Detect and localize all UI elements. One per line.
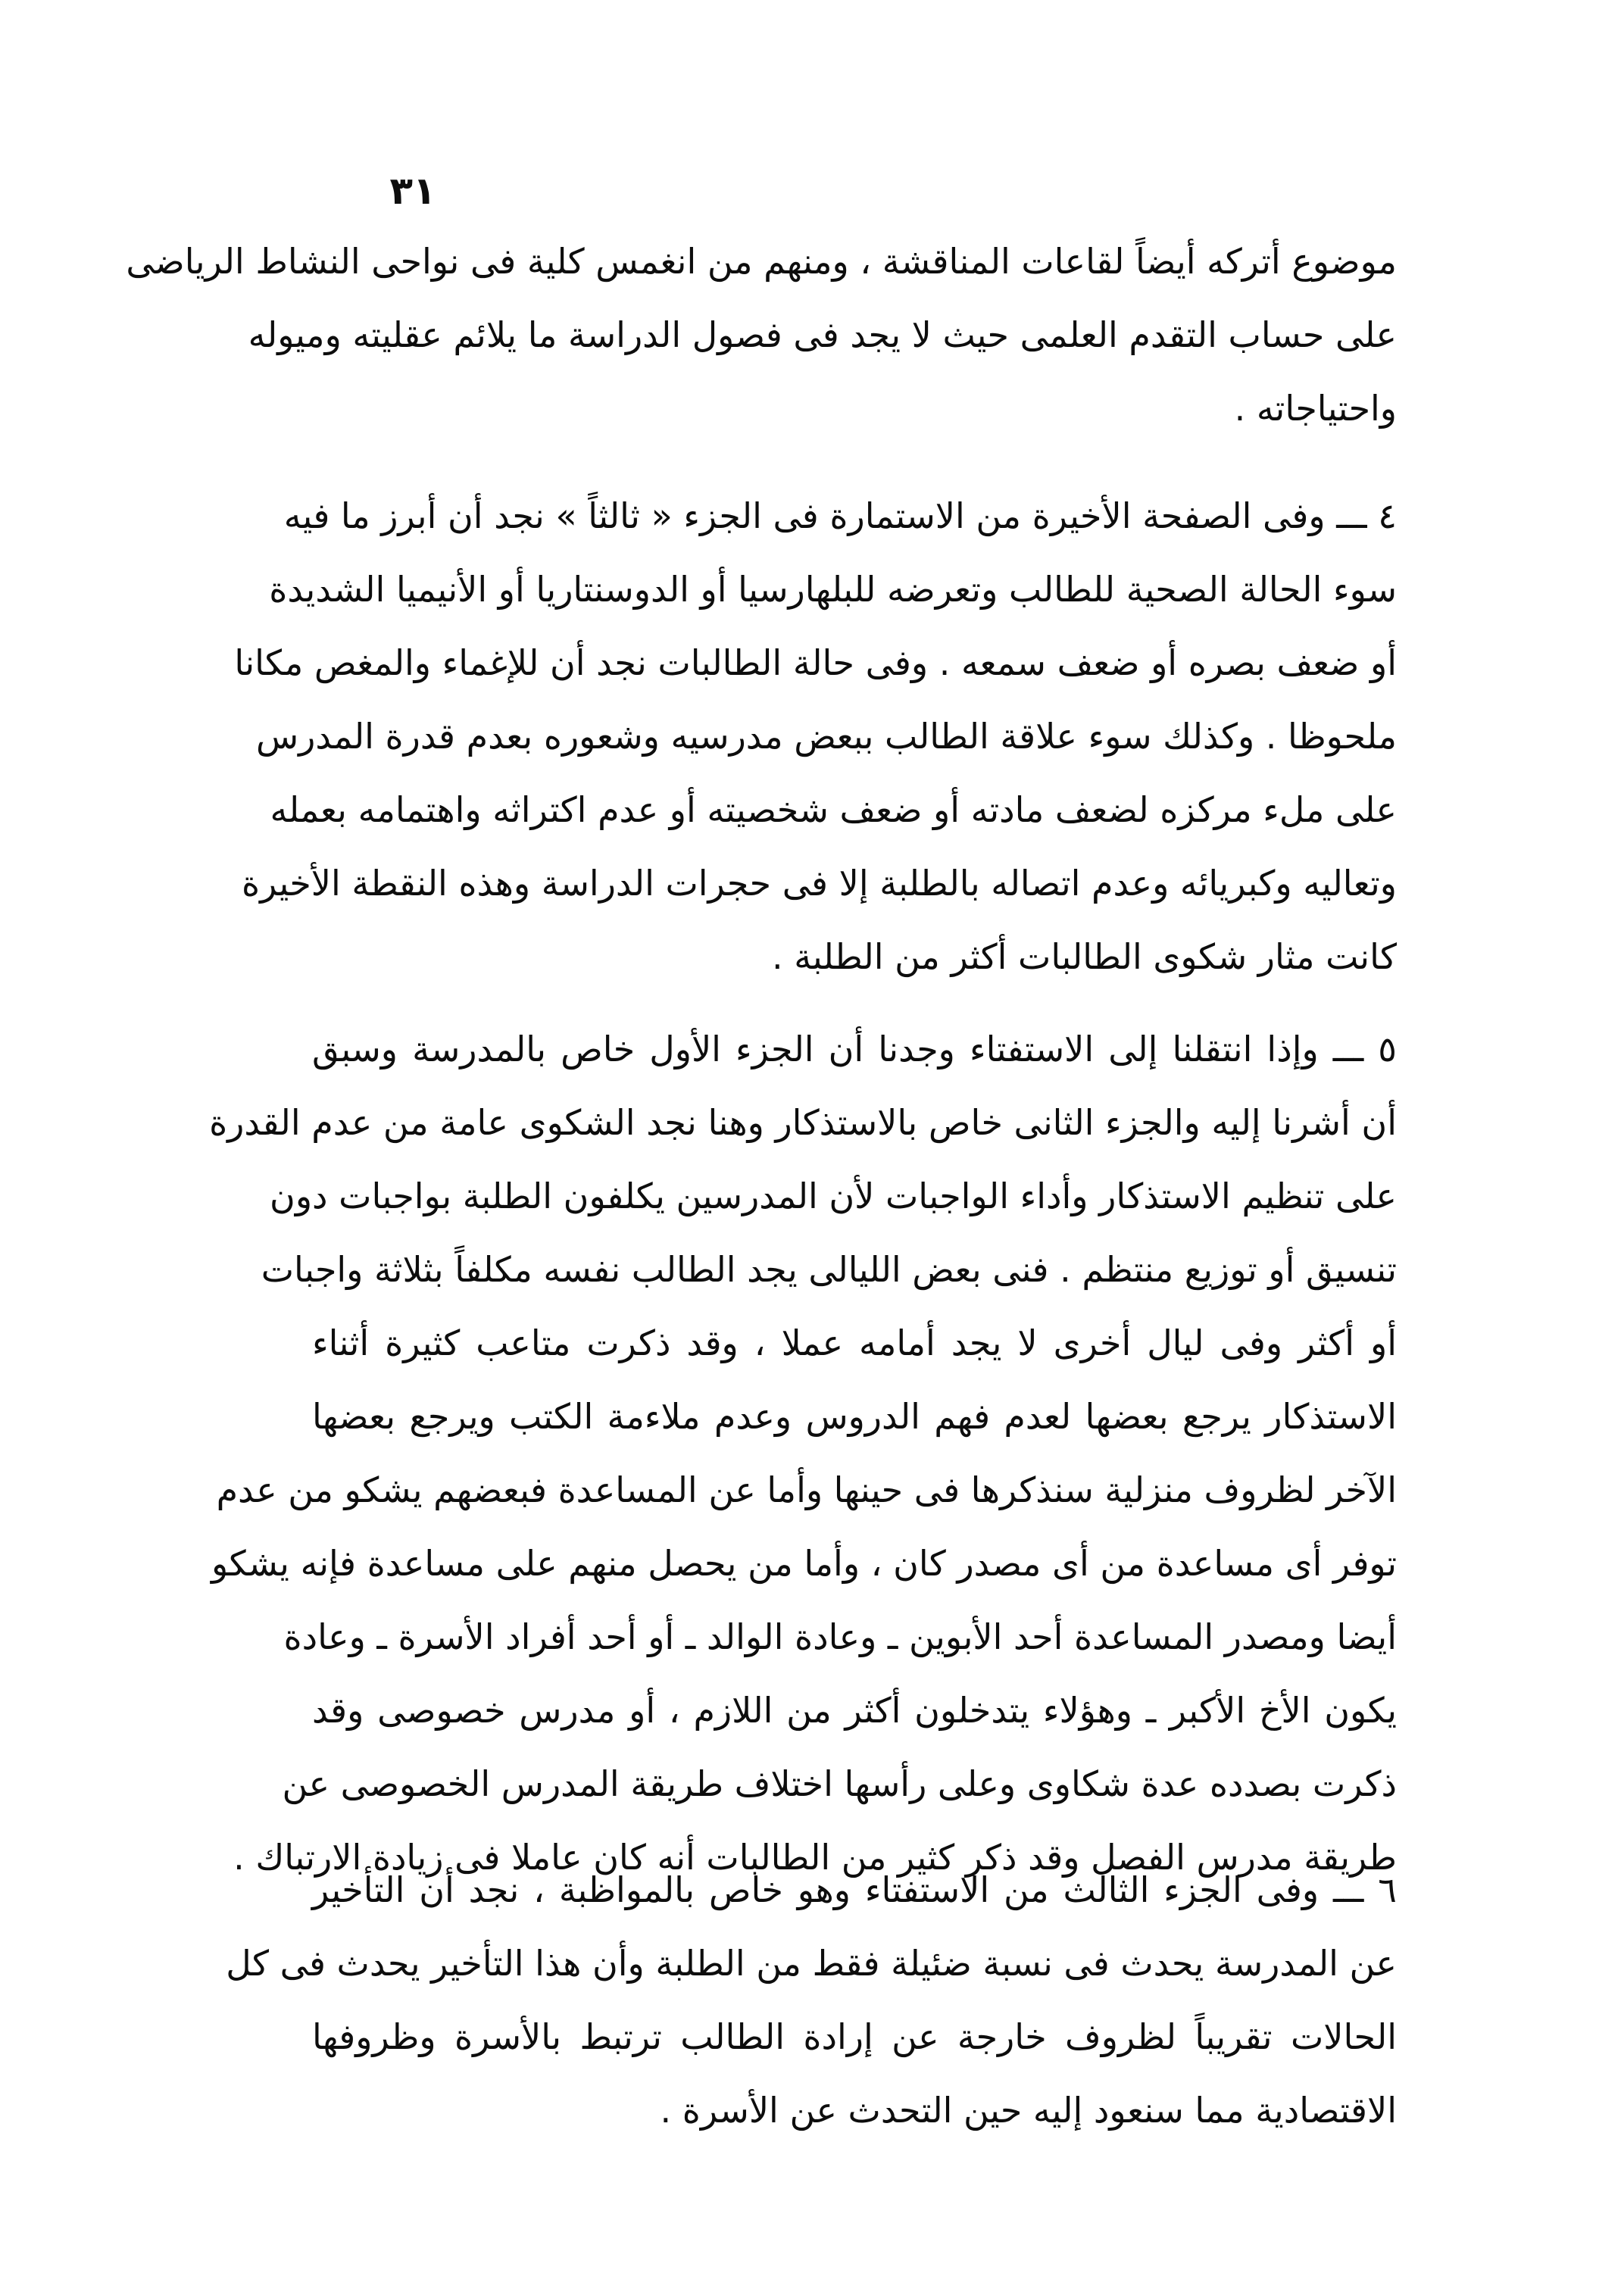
text-line: ٥ ـــ وإذا انتقلنا إلى الاستفتاء وجدنا أن الجزء الأول خاص بالمدرسة وسبق	[312, 1029, 1397, 1069]
text-line: ذكرت بصدده عدة شكاوى وعلى رأسها اختلاف طريقة المدرس الخصوصى عن	[282, 1763, 1397, 1804]
text-line: يكون الأخ الأكبر ـ وهؤلاء يتدخلون أكثر من اللازم ، أو مدرس خصوصى وقد	[312, 1690, 1397, 1731]
text-line: على تنظيم الاستذكار وأداء الواجبات لأن المدرسين يكلفون الطلبة بواجبات دون	[270, 1176, 1397, 1216]
text-line: توفر أى مساعدة من أى مصدر كان ، وأما من يحصل منهم على مساعدة فإنه يشكو	[211, 1543, 1397, 1584]
text-line: على ملء مركزه لضعف مادته أو ضعف شخصيته أو عدم اكتراثه واهتمامه بعمله	[270, 789, 1397, 830]
text-line: سوء الحالة الصحية للطالب وتعرضه للبلهارسيا أو الدوسنتاريا أو الأنيميا الشديدة	[269, 569, 1397, 610]
text-line: أيضا ومصدر المساعدة أحد الأبوين ـ وعادة الوالد ـ أو أحد أفراد الأسرة ـ وعادة	[283, 1616, 1397, 1657]
page-number: ٣١	[389, 169, 436, 213]
text-line: أو أكثر وفى ليال أخرى لا يجد أمامه عملا ، وقد ذكرت متاعب كثيرة أثناء	[312, 1322, 1397, 1363]
text-line: طريقة مدرس الفصل وقد ذكر كثير من الطالبات أنه كان عاملا فى زيادة الارتباك .	[233, 1837, 1397, 1878]
paragraph-continuation	[126, 239, 1397, 460]
text-line: وتعاليه وكبريائه وعدم اتصاله بالطلبة إلا فى حجرات الدراسة وهذه النقطة الأخيرة	[241, 863, 1397, 904]
text-line: موضوع أتركه أيضاً لقاعات المناقشة ، ومنهم من انغمس كلية فى نواحى النشاط الرياضى	[126, 241, 1397, 282]
text-line: ٦ ـــ وفى الجزء الثالث من الاستفتاء وهو خاص بالمواظبة ، نجد أن التأخير	[312, 1869, 1397, 1910]
paragraph-item-5	[209, 1027, 1397, 1909]
text-line: ملحوظا . وكذلك سوء علاقة الطالب ببعض مدرسيه وشعوره بعدم قدرة المدرس	[256, 716, 1397, 757]
text-line: أن أشرنا إليه والجزء الثانى خاص بالاستذكار وهنا نجد الشكوى عامة من عدم القدرة	[209, 1102, 1397, 1143]
text-line: الاستذكار يرجع بعضها لعدم فهم الدروس وعدم ملاءمة الكتب ويرجع بعضها	[312, 1396, 1397, 1437]
paragraph-item-4	[234, 494, 1397, 1008]
text-line: عن المدرسة يحدث فى نسبة ضئيلة فقط من الطلبة وأن هذا التأخير يحدث فى كل	[226, 1943, 1397, 1984]
text-line: الاقتصادية مما سنعود إليه حين التحدث عن الأسرة .	[660, 2090, 1397, 2131]
text-line: على حساب التقدم العلمى حيث لا يجد فى فصول الدراسة ما يلائم عقليته وميوله	[248, 314, 1397, 355]
text-line: تنسيق أو توزيع منتظم . فنى بعض الليالى يجد الطالب نفسه مكلفاً بثلاثة واجبات	[261, 1249, 1397, 1290]
text-line: أو ضعف بصره أو ضعف سمعه . وفى حالة الطالبات نجد أن للإغماء والمغص مكانا	[234, 642, 1397, 683]
text-line: الحالات تقريباً لظروف خارجة عن إرادة الطالب ترتبط بالأسرة وظروفها	[312, 2016, 1397, 2057]
text-line: ٤ ـــ وفى الصفحة الأخيرة من الاستمارة فى الجزء « ثالثاً » نجد أن أبرز ما فيه	[283, 495, 1397, 536]
text-line: الآخر لظروف منزلية سنذكرها فى حينها وأما عن المساعدة فبعضهم يشكو من عدم	[216, 1469, 1397, 1510]
text-line: واحتياجاته .	[1234, 388, 1397, 429]
paragraph-item-6	[226, 1868, 1397, 2162]
text-line: كانت مثار شكوى الطالبات أكثر من الطلبة .	[772, 936, 1397, 977]
